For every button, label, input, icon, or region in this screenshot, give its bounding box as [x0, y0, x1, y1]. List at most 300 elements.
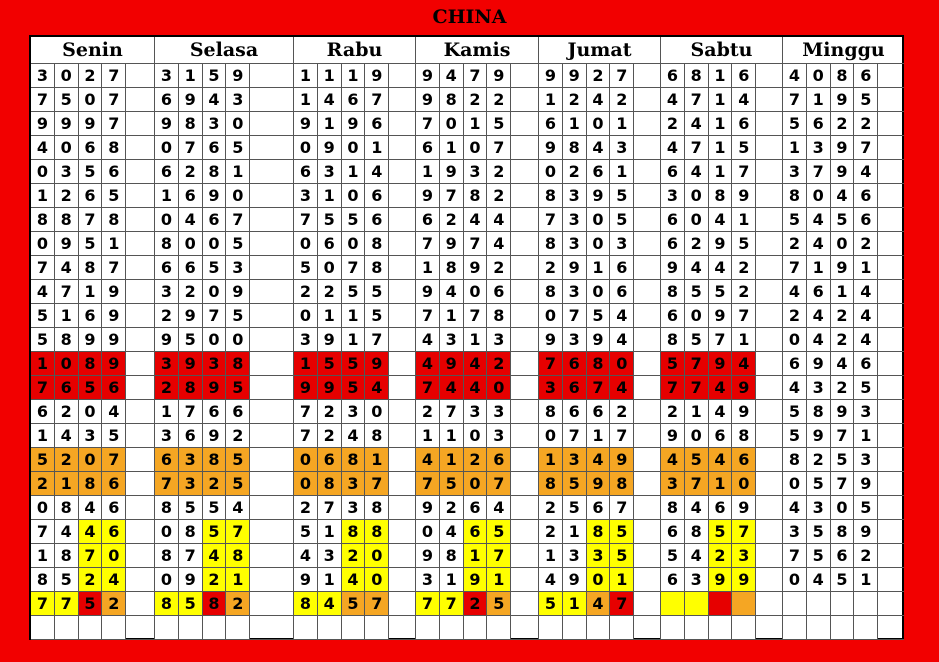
digit-cell: 4: [55, 256, 79, 280]
digit-cell: 4: [365, 160, 389, 184]
digit-cell: 4: [610, 376, 634, 400]
digit-cell: 2: [487, 160, 511, 184]
digit-cell: [854, 616, 878, 640]
digit-cell: 1: [587, 256, 611, 280]
digit-cell: 9: [709, 352, 733, 376]
digit-cell: 6: [709, 496, 733, 520]
digit-cell: 8: [563, 136, 587, 160]
spacer-cell: [878, 64, 904, 88]
digit-cell: 2: [831, 112, 855, 136]
spacer-cell: [878, 448, 904, 472]
spacer-cell: [389, 352, 416, 376]
digit-cell: 2: [155, 376, 179, 400]
spacer-cell: [250, 544, 294, 568]
spacer-cell: [756, 64, 783, 88]
digit-cell: 0: [294, 232, 318, 256]
digit-cell: 6: [854, 208, 878, 232]
spacer-cell: [878, 616, 904, 640]
digit-cell: 2: [539, 256, 563, 280]
digit-cell: 5: [783, 400, 807, 424]
digit-cell: 8: [226, 544, 250, 568]
spacer-cell: [634, 256, 661, 280]
digit-cell: 4: [203, 544, 227, 568]
digit-cell: 4: [102, 400, 126, 424]
digit-cell: 8: [155, 496, 179, 520]
digit-cell: 6: [831, 544, 855, 568]
digit-cell: 3: [587, 544, 611, 568]
digit-cell: 4: [685, 544, 709, 568]
spacer-cell: [634, 448, 661, 472]
digit-cell: 2: [610, 88, 634, 112]
digit-cell: 9: [732, 376, 756, 400]
digit-cell: 3: [563, 208, 587, 232]
digit-cell: 9: [226, 280, 250, 304]
digit-cell: 9: [203, 376, 227, 400]
digit-cell: 6: [587, 160, 611, 184]
digit-cell: 6: [563, 352, 587, 376]
spacer-cell: [878, 472, 904, 496]
digit-cell: 9: [55, 112, 79, 136]
digit-cell: 3: [563, 448, 587, 472]
digit-cell: 4: [732, 352, 756, 376]
digit-cell: 9: [709, 232, 733, 256]
digit-cell: 3: [563, 544, 587, 568]
digit-cell: [203, 616, 227, 640]
digit-cell: 4: [854, 160, 878, 184]
spacer-cell: [878, 160, 904, 184]
digit-cell: 8: [587, 520, 611, 544]
digit-cell: 4: [464, 208, 488, 232]
digit-cell: 2: [416, 400, 440, 424]
digit-cell: 6: [661, 520, 685, 544]
digit-cell: 5: [31, 448, 55, 472]
digit-cell: 0: [203, 232, 227, 256]
digit-cell: 2: [203, 472, 227, 496]
spacer-cell: [511, 424, 539, 448]
digit-cell: 1: [342, 160, 366, 184]
digit-cell: 6: [661, 232, 685, 256]
digit-cell: 5: [487, 112, 511, 136]
digit-cell: 3: [854, 448, 878, 472]
digit-cell: 7: [226, 520, 250, 544]
digit-cell: 4: [587, 136, 611, 160]
digit-cell: 8: [179, 376, 203, 400]
spacer-cell: [389, 400, 416, 424]
digit-cell: 4: [318, 88, 342, 112]
digit-cell: 2: [487, 88, 511, 112]
digit-cell: 9: [79, 328, 103, 352]
spacer-cell: [126, 304, 155, 328]
digit-cell: 4: [807, 232, 831, 256]
spacer-cell: [389, 472, 416, 496]
digit-cell: 2: [55, 400, 79, 424]
digit-cell: 7: [563, 424, 587, 448]
spacer-cell: [126, 424, 155, 448]
digit-cell: 7: [79, 544, 103, 568]
digit-cell: 4: [783, 280, 807, 304]
digit-cell: 6: [661, 160, 685, 184]
digit-cell: 9: [807, 352, 831, 376]
digit-cell: 3: [487, 400, 511, 424]
digit-cell: 9: [179, 304, 203, 328]
spacer-cell: [756, 256, 783, 280]
digit-cell: 4: [79, 496, 103, 520]
digit-cell: 3: [416, 568, 440, 592]
digit-cell: 3: [226, 256, 250, 280]
spacer-cell: [511, 448, 539, 472]
digit-cell: 0: [539, 304, 563, 328]
digit-cell: 7: [102, 64, 126, 88]
spacer-cell: [389, 328, 416, 352]
digit-cell: 5: [226, 304, 250, 328]
digit-cell: 7: [155, 472, 179, 496]
digit-cell: 1: [318, 64, 342, 88]
digit-cell: 7: [539, 208, 563, 232]
digit-cell: 9: [102, 304, 126, 328]
digit-cell: 5: [783, 112, 807, 136]
digit-cell: 8: [365, 424, 389, 448]
header-selasa: Selasa: [155, 37, 294, 64]
spacer-cell: [634, 184, 661, 208]
digit-cell: 5: [342, 592, 366, 616]
spacer-cell: [878, 520, 904, 544]
spacer-cell: [389, 280, 416, 304]
digit-cell: 9: [365, 64, 389, 88]
digit-cell: 6: [661, 64, 685, 88]
digit-cell: 5: [610, 208, 634, 232]
digit-cell: 7: [854, 136, 878, 160]
digit-cell: 7: [226, 208, 250, 232]
digit-cell: 9: [854, 520, 878, 544]
digit-cell: 0: [342, 136, 366, 160]
digit-cell: 7: [31, 520, 55, 544]
digit-cell: 7: [709, 328, 733, 352]
digit-cell: 6: [610, 256, 634, 280]
digit-cell: 1: [318, 520, 342, 544]
digit-cell: 5: [102, 184, 126, 208]
digit-cell: 8: [539, 400, 563, 424]
digit-cell: 1: [440, 448, 464, 472]
digit-cell: 3: [155, 280, 179, 304]
digit-cell: 0: [440, 112, 464, 136]
digit-cell: 2: [831, 328, 855, 352]
spacer-cell: [511, 184, 539, 208]
digit-cell: 1: [709, 64, 733, 88]
spacer-cell: [250, 568, 294, 592]
digit-cell: 5: [179, 328, 203, 352]
digit-cell: 3: [539, 376, 563, 400]
digit-cell: 1: [318, 568, 342, 592]
digit-cell: 7: [102, 256, 126, 280]
spacer-cell: [250, 328, 294, 352]
digit-cell: 7: [416, 232, 440, 256]
digit-cell: 2: [807, 448, 831, 472]
digit-cell: 1: [464, 328, 488, 352]
digit-cell: 8: [342, 520, 366, 544]
digit-cell: 5: [342, 376, 366, 400]
spacer-cell: [511, 352, 539, 376]
digit-cell: 4: [487, 232, 511, 256]
digit-cell: 1: [31, 184, 55, 208]
digit-cell: 3: [155, 352, 179, 376]
digit-cell: 8: [539, 472, 563, 496]
digit-cell: 2: [294, 280, 318, 304]
digit-cell: 8: [55, 208, 79, 232]
digit-cell: 5: [31, 328, 55, 352]
digit-cell: 3: [563, 280, 587, 304]
digit-cell: 0: [587, 280, 611, 304]
digit-cell: 7: [342, 256, 366, 280]
digit-cell: 7: [539, 352, 563, 376]
digit-cell: 2: [464, 592, 488, 616]
digit-cell: 4: [294, 544, 318, 568]
digit-cell: [783, 592, 807, 616]
digit-cell: 8: [55, 544, 79, 568]
digit-cell: [318, 616, 342, 640]
digit-cell: 0: [31, 160, 55, 184]
digit-cell: 8: [226, 352, 250, 376]
digit-cell: 7: [31, 88, 55, 112]
digit-cell: 8: [294, 592, 318, 616]
digit-cell: 9: [155, 112, 179, 136]
digit-cell: 8: [155, 232, 179, 256]
digit-cell: 0: [55, 64, 79, 88]
digit-cell: 7: [416, 592, 440, 616]
digit-cell: 2: [31, 472, 55, 496]
digit-cell: 7: [685, 136, 709, 160]
digit-cell: 4: [709, 256, 733, 280]
digit-cell: 9: [587, 472, 611, 496]
digit-cell: 7: [440, 400, 464, 424]
digit-cell: 9: [831, 160, 855, 184]
spacer-cell: [634, 472, 661, 496]
digit-cell: 4: [226, 496, 250, 520]
spacer-cell: [634, 136, 661, 160]
digit-cell: 5: [587, 304, 611, 328]
digit-cell: 7: [365, 592, 389, 616]
digit-cell: 8: [783, 448, 807, 472]
spacer-cell: [389, 160, 416, 184]
digit-cell: 6: [155, 88, 179, 112]
digit-cell: 8: [709, 184, 733, 208]
digit-cell: 5: [487, 592, 511, 616]
digit-cell: [179, 616, 203, 640]
digit-cell: 5: [203, 520, 227, 544]
digit-cell: 4: [31, 136, 55, 160]
digit-cell: 6: [854, 352, 878, 376]
digit-cell: [55, 616, 79, 640]
spacer-cell: [634, 400, 661, 424]
digit-cell: 9: [203, 184, 227, 208]
spacer-cell: [126, 208, 155, 232]
digit-cell: 2: [79, 568, 103, 592]
digit-cell: 8: [365, 232, 389, 256]
spacer-cell: [634, 64, 661, 88]
digit-cell: 7: [685, 352, 709, 376]
digit-cell: 1: [539, 448, 563, 472]
header-rabu: Rabu: [294, 37, 416, 64]
digit-cell: 8: [685, 64, 709, 88]
digit-cell: 5: [709, 520, 733, 544]
digit-cell: [294, 616, 318, 640]
digit-cell: 0: [464, 472, 488, 496]
digit-cell: 2: [563, 160, 587, 184]
digit-cell: 0: [587, 232, 611, 256]
digit-cell: 4: [539, 568, 563, 592]
digit-cell: 3: [226, 88, 250, 112]
digit-cell: 4: [709, 376, 733, 400]
digit-cell: 0: [685, 184, 709, 208]
spacer-cell: [250, 304, 294, 328]
digit-cell: 3: [318, 160, 342, 184]
spacer-cell: [756, 352, 783, 376]
digit-cell: 4: [854, 280, 878, 304]
digit-cell: 9: [365, 352, 389, 376]
digit-cell: 5: [55, 568, 79, 592]
spacer-cell: [511, 88, 539, 112]
digit-cell: 5: [487, 520, 511, 544]
digit-cell: 2: [440, 496, 464, 520]
digit-cell: 7: [610, 496, 634, 520]
spacer-cell: [878, 256, 904, 280]
digit-cell: 2: [464, 88, 488, 112]
digit-cell: 2: [854, 232, 878, 256]
digit-cell: 3: [563, 328, 587, 352]
spacer-cell: [756, 376, 783, 400]
digit-cell: 7: [318, 496, 342, 520]
spacer-cell: [126, 136, 155, 160]
digit-cell: 0: [587, 568, 611, 592]
digit-cell: 8: [440, 544, 464, 568]
digit-cell: 9: [294, 112, 318, 136]
digit-cell: 6: [203, 136, 227, 160]
spacer-cell: [250, 352, 294, 376]
digit-cell: 8: [464, 184, 488, 208]
spacer-cell: [389, 448, 416, 472]
digit-cell: 2: [318, 280, 342, 304]
digit-cell: 0: [487, 376, 511, 400]
digit-cell: 6: [365, 184, 389, 208]
digit-cell: 1: [226, 568, 250, 592]
digit-cell: 6: [610, 280, 634, 304]
digit-cell: 6: [155, 448, 179, 472]
digit-cell: 3: [807, 376, 831, 400]
spacer-cell: [756, 184, 783, 208]
digit-cell: 1: [685, 400, 709, 424]
spacer-cell: [250, 376, 294, 400]
digit-cell: 3: [807, 496, 831, 520]
digit-cell: 9: [732, 496, 756, 520]
digit-cell: 1: [342, 64, 366, 88]
digit-cell: 4: [661, 448, 685, 472]
digit-cell: 9: [807, 424, 831, 448]
digit-cell: 1: [807, 88, 831, 112]
digit-cell: 4: [610, 304, 634, 328]
digit-cell: 9: [318, 376, 342, 400]
digit-cell: 9: [416, 88, 440, 112]
digit-cell: 1: [365, 136, 389, 160]
digit-cell: 6: [661, 568, 685, 592]
digit-cell: 3: [487, 424, 511, 448]
digit-cell: 2: [610, 400, 634, 424]
digit-cell: 2: [464, 448, 488, 472]
digit-cell: 1: [587, 424, 611, 448]
digit-cell: 4: [709, 448, 733, 472]
digit-cell: 7: [179, 544, 203, 568]
digit-cell: 3: [440, 328, 464, 352]
digit-cell: 2: [539, 496, 563, 520]
digit-cell: 0: [587, 208, 611, 232]
spacer-cell: [250, 616, 294, 640]
digit-cell: 5: [610, 520, 634, 544]
digit-cell: 5: [365, 304, 389, 328]
digit-cell: 0: [203, 280, 227, 304]
spacer-cell: [511, 64, 539, 88]
digit-cell: 1: [807, 256, 831, 280]
spacer-cell: [511, 568, 539, 592]
digit-cell: 0: [79, 88, 103, 112]
spacer-cell: [511, 592, 539, 616]
digit-cell: 9: [854, 472, 878, 496]
digit-cell: 5: [783, 424, 807, 448]
digit-cell: 4: [709, 208, 733, 232]
digit-cell: 7: [831, 472, 855, 496]
digit-cell: 3: [342, 400, 366, 424]
digit-cell: [539, 616, 563, 640]
digit-cell: 2: [179, 160, 203, 184]
spacer-cell: [389, 376, 416, 400]
digit-cell: [685, 592, 709, 616]
digit-cell: 3: [203, 112, 227, 136]
digit-cell: [155, 616, 179, 640]
digit-cell: 7: [685, 472, 709, 496]
digit-cell: 1: [854, 256, 878, 280]
digit-cell: 9: [563, 568, 587, 592]
digit-cell: 1: [294, 64, 318, 88]
spacer-cell: [389, 112, 416, 136]
digit-cell: 5: [79, 592, 103, 616]
digit-cell: 4: [807, 304, 831, 328]
spacer-cell: [126, 544, 155, 568]
digit-cell: 1: [709, 136, 733, 160]
spacer-cell: [389, 256, 416, 280]
spacer-cell: [511, 472, 539, 496]
digit-cell: [342, 616, 366, 640]
digit-cell: 6: [807, 280, 831, 304]
spacer-cell: [756, 136, 783, 160]
digit-cell: 1: [563, 112, 587, 136]
digit-cell: 1: [365, 448, 389, 472]
digit-cell: 2: [783, 232, 807, 256]
digit-cell: 4: [440, 520, 464, 544]
digit-cell: 5: [31, 304, 55, 328]
digit-cell: 8: [783, 184, 807, 208]
digit-cell: 6: [416, 208, 440, 232]
digit-cell: 9: [294, 376, 318, 400]
digit-cell: 8: [31, 208, 55, 232]
digit-cell: 0: [55, 352, 79, 376]
digit-cell: 6: [79, 184, 103, 208]
spacer-cell: [511, 328, 539, 352]
digit-cell: 1: [732, 208, 756, 232]
digit-cell: 2: [783, 304, 807, 328]
digit-cell: 3: [318, 544, 342, 568]
digit-cell: 3: [79, 424, 103, 448]
digit-cell: 6: [102, 160, 126, 184]
digit-cell: 6: [102, 520, 126, 544]
digit-cell: 7: [55, 280, 79, 304]
digit-cell: 1: [440, 304, 464, 328]
